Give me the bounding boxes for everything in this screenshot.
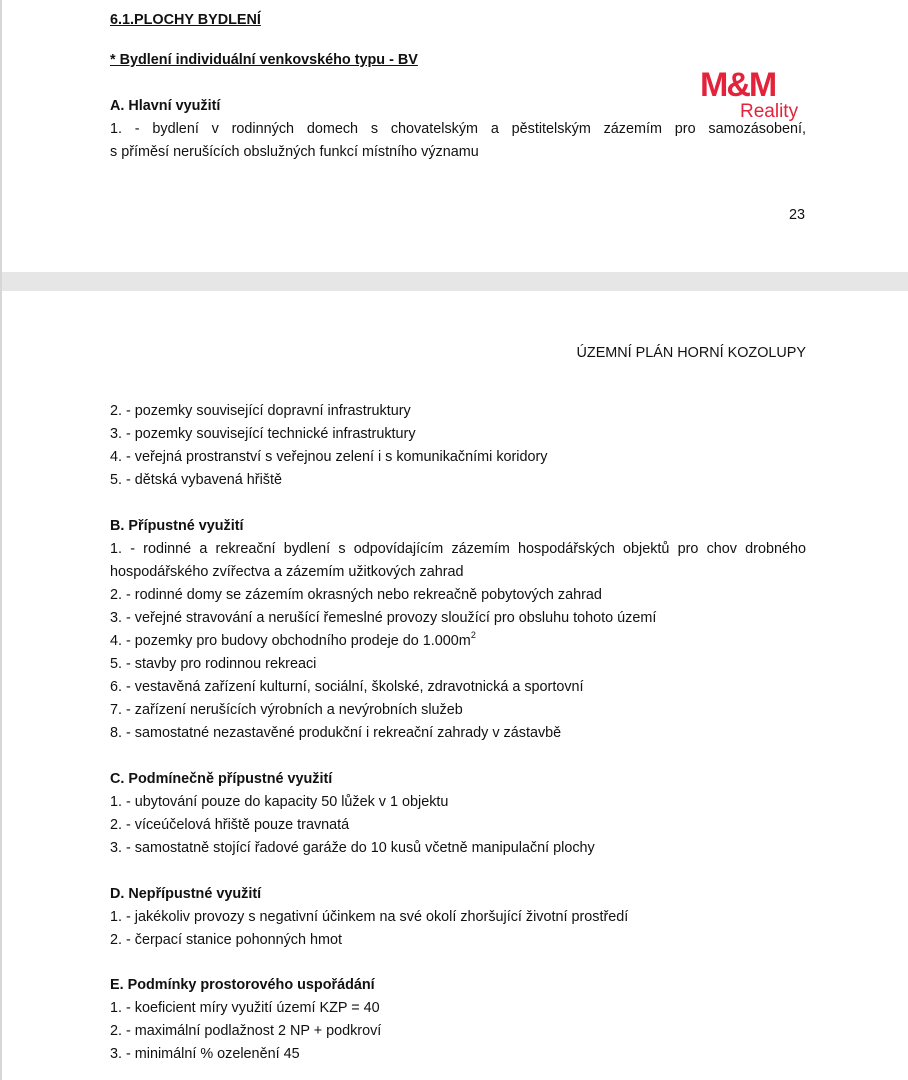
section-e-title: E. Podmínky prostorového uspořádání — [110, 977, 375, 993]
list-item: 5. - dětská vybavená hřiště — [110, 472, 282, 488]
section-heading: 6.1.PLOCHY BYDLENÍ — [110, 12, 261, 28]
list-item: 2. - rodinné domy se zázemím okrasných nebo rekreačně pobytových zahrad — [110, 587, 602, 603]
list-item: 8. - samostatné nezastavěné produkční i rekreační zahrady v zástavbě — [110, 725, 562, 741]
list-item — [110, 630, 810, 656]
document-page-24 — [2, 291, 908, 1080]
list-item-text: 4. - pozemky pro budovy obchodního prodeje do 1.000m — [110, 633, 471, 649]
section-c — [110, 771, 810, 863]
paragraph-line: 1. - bydlení v rodinných domech s chovatelským a pěstitelským zázemím pro samozásobení, — [110, 121, 806, 137]
section-d — [110, 886, 810, 955]
list-item: 1. - ubytování pouze do kapacity 50 lůžek v 1 objektu — [110, 794, 449, 810]
document-page-23 — [2, 0, 908, 272]
section-a-title: A. Hlavní využití — [110, 98, 221, 114]
section-a-paragraph — [110, 121, 806, 167]
list-item: 5. - stavby pro rodinnou rekreaci — [110, 656, 317, 672]
list-item: 3. - pozemky související technické infrastruktury — [110, 426, 416, 442]
section-c-title: C. Podmínečně přípustné využití — [110, 771, 333, 787]
list-item-line: 1. - rodinné a rekreační bydlení s odpovídajícím zázemím hospodářských objektů pro chov drobného — [110, 541, 806, 557]
subsection-heading: * Bydlení individuální venkovského typu - BV — [110, 52, 418, 68]
section-b-item1 — [110, 541, 806, 587]
list-item-line: hospodářského zvířectva a zázemím užitkových zahrad — [110, 564, 464, 580]
page-number: 23 — [789, 207, 806, 223]
superscript: 2 — [470, 630, 476, 640]
section-b-title: B. Přípustné využití — [110, 518, 244, 534]
logo-brand: M&M — [700, 66, 776, 104]
list-item: 1. - koeficient míry využití území KZP = 40 — [110, 1000, 380, 1016]
section-a-continued-list — [110, 403, 810, 495]
list-item: 3. - samostatně stojící řadové garáže do 10 kusů včetně manipulační plochy — [110, 840, 595, 856]
list-item: 4. - veřejná prostranství s veřejnou zelení i s komunikačními koridory — [110, 449, 548, 465]
section-b — [110, 518, 810, 541]
section-d-title: D. Nepřípustné využití — [110, 886, 262, 902]
list-item: 1. - jakékoliv provozy s negativní účinkem na své okolí zhoršující životní prostředí — [110, 909, 629, 925]
mm-reality-logo — [700, 68, 808, 124]
list-item: 3. - veřejné stravování a nerušící řemeslné provozy sloužící pro obsluhu tohoto území — [110, 610, 657, 626]
list-item: 2. - maximální podlažnost 2 NP + podkroví — [110, 1023, 382, 1039]
list-item: 7. - zařízení nerušících výrobních a nevýrobních služeb — [110, 702, 463, 718]
section-e — [110, 977, 810, 1069]
list-item: 2. - víceúčelová hřiště pouze travnatá — [110, 817, 350, 833]
list-item: 3. - minimální % ozelenění 45 — [110, 1046, 300, 1062]
section-b-list — [110, 587, 810, 748]
running-header: ÚZEMNÍ PLÁN HORNÍ KOZOLUPY — [576, 345, 806, 361]
paragraph-line: s příměsí nerušících obslužných funkcí místního významu — [110, 144, 479, 160]
list-item: 6. - vestavěná zařízení kulturní, sociální, školské, zdravotnická a sportovní — [110, 679, 584, 695]
logo-subtitle: Reality — [740, 101, 799, 122]
list-item: 2. - pozemky související dopravní infrastruktury — [110, 403, 411, 419]
list-item: 2. - čerpací stanice pohonných hmot — [110, 932, 342, 948]
